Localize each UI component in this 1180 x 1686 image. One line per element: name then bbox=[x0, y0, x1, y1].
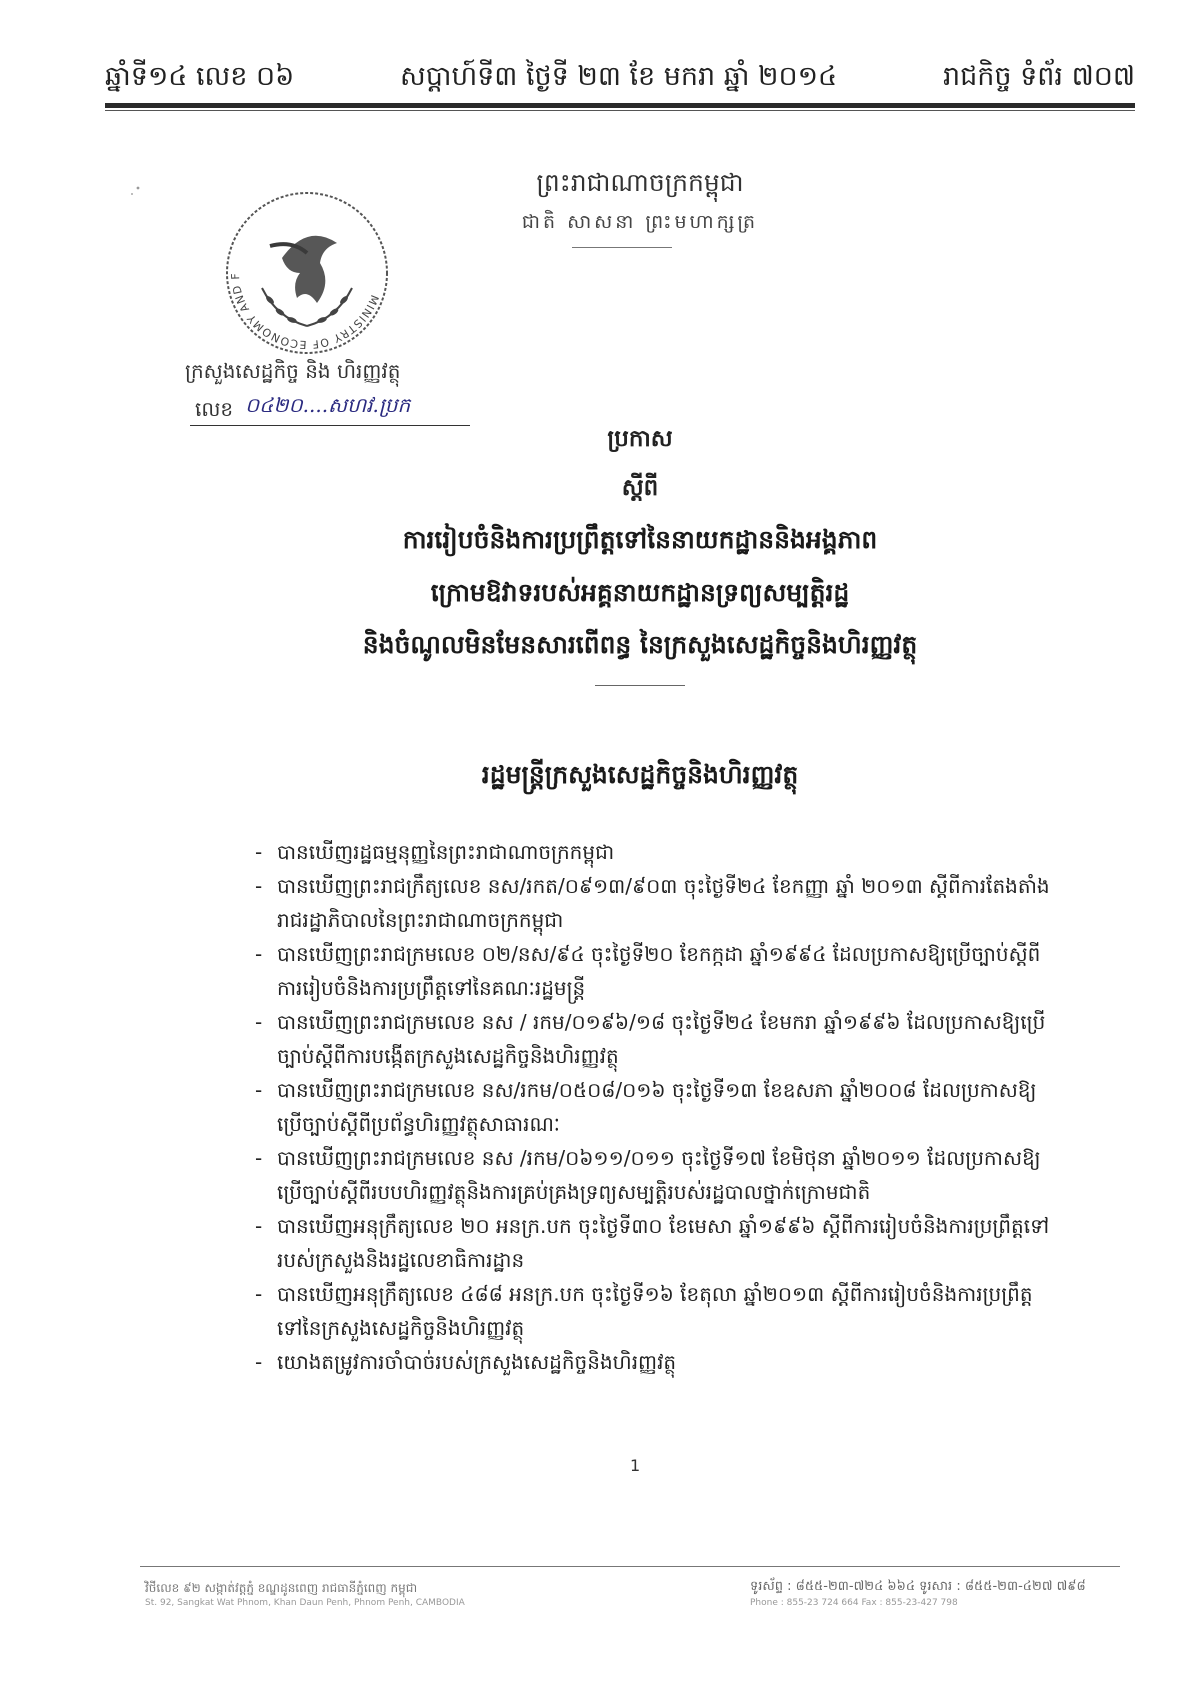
clause-item: - បានឃើញព្រះរាជក្រមលេខ នស /រកម/០៦១១/០១១ ចុះថ្ងៃទី១៧ ខែមិថុនា ឆ្នាំ២០១១ ដែលប្រកាសឱ្យប្រើច្បាប់ស្តីពីរបបហិរញ្ញវត្ថុនិងការគ្រប់គ្រងទ្រព្យសម្បត្តិរបស់រដ្ឋបាលថ្នាក់ក្រោមជាតិ bbox=[255, 1141, 1055, 1209]
issuer-ministry: ក្រសួងសេដ្ឋកិច្ច និង ហិរញ្ញវត្ថុ bbox=[185, 359, 401, 383]
scan-speck bbox=[128, 180, 158, 200]
footer-phone-en: Phone : 855-23 724 664 Fax : 855-23-427 798 bbox=[750, 1598, 958, 1608]
clause-item: - បានឃើញព្រះរាជក្រឹត្យលេខ នស/រកត/០៩១៣/៩០៣ ចុះថ្ងៃទី២៤ ខែកញ្ញា ឆ្នាំ ២០១៣ ស្តីពីការតែងតាំងរាជរដ្ឋាភិបាលនៃព្រះរាជាណាចក្រកម្ពុជា bbox=[255, 869, 1055, 937]
header-week-date: សប្តាហ៍ទី៣ ថ្ងៃទី ២៣ ខែ មករា ឆ្នាំ ២០១៤ bbox=[400, 61, 838, 92]
document-title-line-3: និងចំណូលមិនមែនសារពើពន្ធ នៃក្រសួងសេដ្ឋកិច្ចនិងហិរញ្ញវត្ថុ bbox=[362, 630, 918, 659]
kingdom-name: ព្រះរាជាណាចក្រកម្ពុជា bbox=[536, 168, 744, 197]
header-year-issue: ឆ្នាំទី១៤ លេខ ០៦ bbox=[105, 61, 295, 92]
footer-address-en: St. 92, Sangkat Wat Phnom, Khan Daun Penh, Phnom Penh, CAMBODIA bbox=[145, 1598, 465, 1608]
document-title-line-2: ក្រោមឱវាទរបស់អគ្គនាយកដ្ឋានទ្រព្យសម្បត្តិរដ្ឋ bbox=[430, 578, 850, 607]
document-type: ប្រកាស bbox=[607, 426, 673, 452]
header-gazette-page: រាជកិច្ច ទំព័រ ៧០៧ bbox=[943, 61, 1135, 92]
reference-number-handwritten: ០៤២០....សហវ.ប្រក bbox=[245, 393, 411, 417]
clause-item: - បានឃើញរដ្ឋធម្មនុញ្ញនៃព្រះរាជាណាចក្រកម្ពុជា bbox=[255, 835, 1055, 869]
motto-ornament bbox=[572, 247, 672, 248]
clause-item: - បានឃើញព្រះរាជក្រមលេខ នស/រកម/០៥០៨/០១៦ ចុះថ្ងៃទី១៣ ខែឧសភា ឆ្នាំ២០០៨ ដែលប្រកាសឱ្យប្រើច្បាប់ស្តីពីប្រព័ន្ធហិរញ្ញវត្ថុសាធារណៈ bbox=[255, 1073, 1055, 1141]
minister-heading: រដ្ឋមន្ត្រីក្រសួងសេដ្ឋកិច្ចនិងហិរញ្ញវត្ថុ bbox=[481, 760, 799, 789]
title-ornament bbox=[595, 685, 685, 686]
clause-item: - បានឃើញព្រះរាជក្រមលេខ ០២/នស/៩៤ ចុះថ្ងៃទី២០ ខែកក្កដា ឆ្នាំ១៩៩៤ ដែលប្រកាសឱ្យប្រើច្បាប់ស្តីពីការរៀបចំនិងការប្រព្រឹត្តទៅនៃគណៈរដ្ឋមន្ត្រី bbox=[255, 937, 1055, 1005]
kingdom-motto: ជាតិ សាសនា ព្រះមហាក្សត្រ bbox=[521, 211, 759, 233]
seal-text: MINISTRY OF ECONOMY AND F bbox=[228, 272, 382, 352]
header-rule-thick bbox=[105, 103, 1135, 108]
gazette-header bbox=[105, 55, 1135, 99]
header-rule-thin bbox=[105, 110, 1135, 111]
footer-phone-kh: ទូរស័ព្ទ : ៨៥៥-២៣-៧២៤ ៦៦៤ ទូរសារ : ៨៥៥-២៣-៤២៧ ៧៩៨ bbox=[750, 1579, 1086, 1594]
footer-address-kh: វិថីលេខ ៩២ សង្កាត់វត្តភ្នំ ខណ្ឌដូនពេញ រាជធានីភ្នំពេញ កម្ពុជា bbox=[145, 1581, 418, 1595]
clause-item: - បានឃើញអនុក្រឹត្យលេខ ២០ អនក្រ.បក ចុះថ្ងៃទី៣០ ខែមេសា ឆ្នាំ១៩៩៦ ស្តីពីការរៀបចំនិងការប្រព្រឹត្តទៅរបស់ក្រសួងនិងរដ្ឋលេខាធិការដ្ឋាន bbox=[255, 1209, 1055, 1277]
preamble-clauses bbox=[255, 835, 1055, 1379]
reference-underline bbox=[190, 425, 470, 426]
reference-prefix: លេខ bbox=[195, 397, 234, 421]
document-about: ស្តីពី bbox=[621, 475, 659, 501]
clause-item: - បានឃើញព្រះរាជក្រមលេខ នស / រកម/០១៩៦/១៨ ចុះថ្ងៃទី២៤ ខែមករា ឆ្នាំ១៩៩៦ ដែលប្រកាសឱ្យប្រើច្បាប់ស្តីពីការបង្កើតក្រសួងសេដ្ឋកិច្ចនិងហិរញ្ញវត្ថុ bbox=[255, 1005, 1055, 1073]
page-number: 1 bbox=[630, 1456, 641, 1475]
ministry-seal bbox=[222, 188, 392, 358]
document-title-line-1: ការរៀបចំនិងការប្រព្រឹត្តទៅនៃនាយកដ្ឋាននិងអង្គភាព bbox=[402, 525, 878, 554]
clause-item: - បានឃើញអនុក្រឹត្យលេខ ៤៨៨ អនក្រ.បក ចុះថ្ងៃទី១៦ ខែតុលា ឆ្នាំ២០១៣ ស្តីពីការរៀបចំនិងការប្រព្រឹត្តទៅនៃក្រសួងសេដ្ឋកិច្ចនិងហិរញ្ញវត្ថុ bbox=[255, 1277, 1055, 1345]
footer-rule bbox=[140, 1566, 1120, 1567]
clause-item: - យោងតម្រូវការចាំបាច់របស់ក្រសួងសេដ្ឋកិច្ចនិងហិរញ្ញវត្ថុ bbox=[255, 1345, 1055, 1379]
